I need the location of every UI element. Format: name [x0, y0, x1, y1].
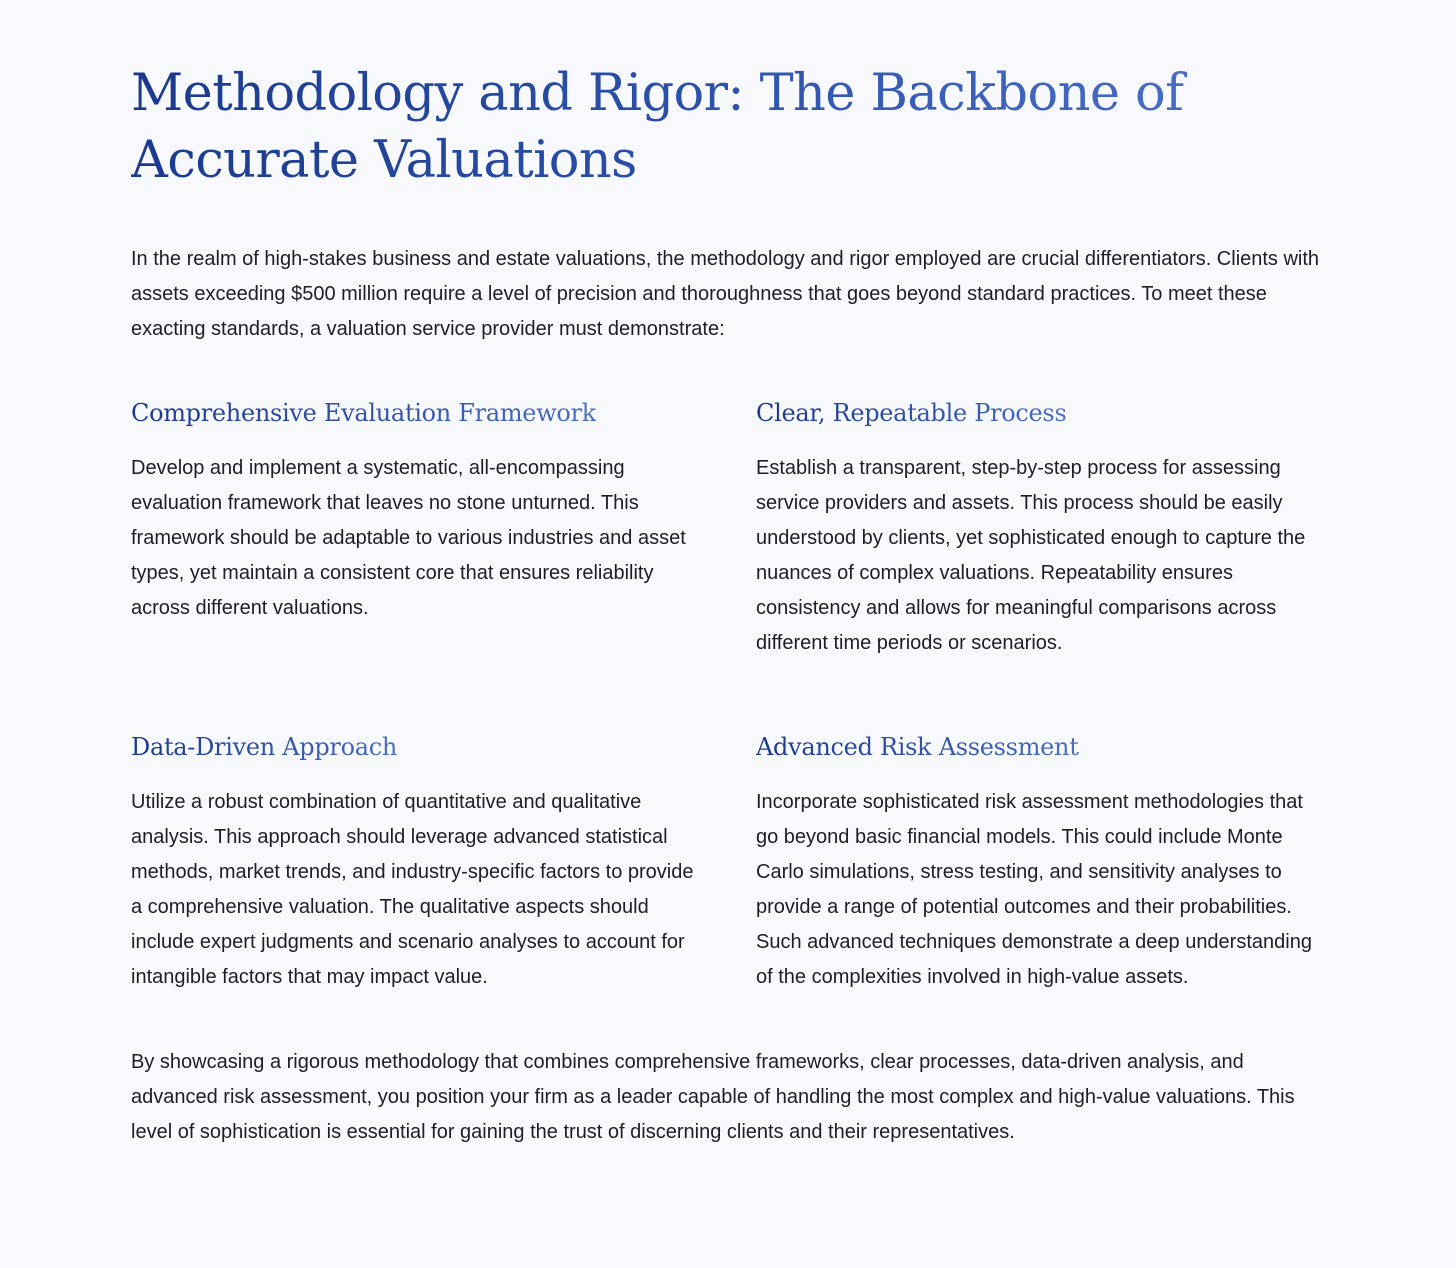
section-clear-repeatable-process: [756, 397, 1324, 661]
section-comprehensive-evaluation-framework: [131, 397, 699, 661]
section-heading: Advanced Risk Assessment: [756, 733, 1079, 761]
section-heading: Comprehensive Evaluation Framework: [131, 399, 596, 427]
sections-grid: [131, 397, 1325, 995]
section-data-driven-approach: [131, 731, 699, 995]
section-body: Establish a transparent, step-by-step process for assessing service providers and assets. This process should be easily understood by clients, yet sophisticated enough to capture the nuances of complex valuations. Repeatability ensures consistency and allows for meaningful comparisons across different time periods or scenarios.: [756, 457, 1306, 654]
intro-paragraph: In the realm of high-stakes business and estate valuations, the methodology and rigor employed are crucial differentiators. Clients with assets exceeding $500 million require a level of precision and thoroughness that goes beyond standard practices. To meet these exacting standards, a valuation service provider must demonstrate:: [131, 248, 1320, 340]
conclusion-paragraph: By showcasing a rigorous methodology that combines comprehensive frameworks, clear processes, data-driven analysis, and advanced risk assessment, you position your firm as a leader capable of handling the most complex and high-value valuations. This level of sophistication is essential for gaining the trust of discerning clients and their representatives.: [131, 1051, 1295, 1143]
section-advanced-risk-assessment: [756, 731, 1324, 995]
section-body: Utilize a robust combination of quantitative and qualitative analysis. This approach should leverage advanced statistical methods, market trends, and industry-specific factors to provide a comprehensive valuation. The qualitative aspects should include expert judgments and scenario analyses to account for intangible factors that may impact value.: [131, 791, 694, 988]
section-heading: Data-Driven Approach: [131, 733, 398, 761]
section-body: Develop and implement a systematic, all-encompassing evaluation framework that leaves no stone unturned. This framework should be adaptable to various industries and asset types, yet maintain a consistent core that ensures reliability across different valuations.: [131, 457, 686, 619]
page-title: Methodology and Rigor: The Backbone of Accurate Valuations: [131, 60, 1251, 194]
section-body: Incorporate sophisticated risk assessment methodologies that go beyond basic financial models. This could include Monte Carlo simulations, stress testing, and sensitivity analyses to provide a range of potential outcomes and their probabilities. Such advanced techniques demonstrate a deep understanding of the complexities involved in high-value assets.: [756, 791, 1312, 988]
section-heading: Clear, Repeatable Process: [756, 399, 1067, 427]
